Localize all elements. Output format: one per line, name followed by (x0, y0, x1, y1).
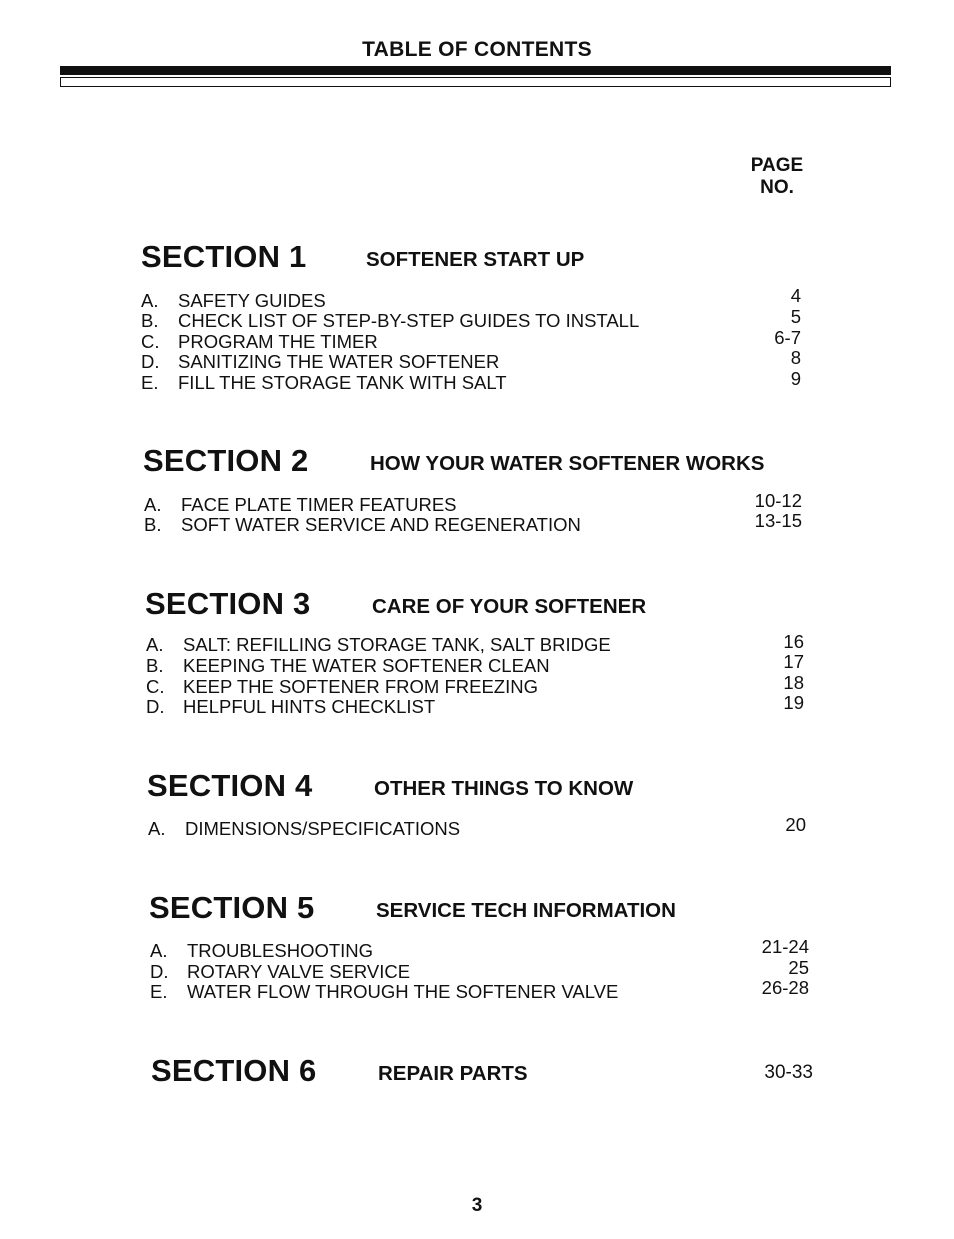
section-label: SECTION 4 (147, 768, 313, 803)
item-letter: A. (146, 634, 164, 655)
item-page: 25 (788, 957, 809, 978)
section-title: SOFTENER START UP (366, 248, 585, 271)
item-text: KEEP THE SOFTENER FROM FREEZING (183, 676, 538, 697)
section-label: SECTION 5 (149, 890, 315, 925)
section-title: REPAIR PARTS (378, 1062, 528, 1085)
item-text: FILL THE STORAGE TANK WITH SALT (178, 372, 507, 393)
item-text: SOFT WATER SERVICE AND REGENERATION (181, 514, 581, 535)
list-item (150, 936, 809, 961)
item-text: KEEPING THE WATER SOFTENER CLEAN (183, 655, 550, 676)
section-label: SECTION 1 (141, 239, 307, 274)
item-text: ROTARY VALVE SERVICE (187, 961, 411, 982)
list-item (146, 651, 804, 676)
item-text: DIMENSIONS/SPECIFICATIONS (185, 818, 461, 839)
item-letter: D. (146, 696, 165, 717)
page-number-column-header (742, 155, 812, 199)
list-item (146, 631, 804, 655)
item-page: 13-15 (754, 510, 802, 531)
list-item (141, 327, 801, 352)
item-page: 6-7 (774, 327, 801, 348)
item-letter: B. (146, 655, 164, 676)
item-text: WATER FLOW THROUGH THE SOFTENER VALVE (187, 981, 619, 1002)
section-title: HOW YOUR WATER SOFTENER WORKS (370, 452, 765, 475)
page-title: TABLE OF CONTENTS (362, 38, 592, 61)
item-page: 17 (783, 651, 804, 672)
list-item (150, 977, 809, 1002)
item-text: SANITIZING THE WATER SOFTENER (178, 351, 500, 372)
list-item (150, 957, 809, 982)
header-rule-box (60, 77, 891, 87)
item-page: 9 (790, 368, 801, 389)
item-page: 16 (783, 631, 804, 652)
item-letter: D. (141, 351, 160, 372)
item-text: HELPFUL HINTS CHECKLIST (183, 696, 436, 717)
item-page: 20 (785, 814, 806, 835)
item-page: 4 (790, 285, 801, 306)
item-letter: E. (141, 372, 159, 393)
item-letter: C. (141, 331, 160, 352)
page-label: PAGE (750, 155, 804, 176)
list-item (148, 814, 806, 839)
list-item (141, 285, 801, 311)
item-text: PROGRAM THE TIMER (178, 331, 378, 352)
item-letter: B. (141, 310, 159, 331)
item-page: 19 (783, 692, 804, 713)
item-page: 21-24 (761, 936, 809, 957)
item-letter: D. (150, 961, 169, 982)
section-title: CARE OF YOUR SOFTENER (372, 595, 647, 618)
item-text: SALT: REFILLING STORAGE TANK, SALT BRIDGE (183, 634, 611, 655)
list-item (144, 510, 802, 535)
no-label: NO. (760, 177, 794, 198)
list-item (141, 306, 801, 331)
section-label: SECTION 6 (151, 1053, 317, 1088)
section-title: SERVICE TECH INFORMATION (376, 899, 676, 922)
section-label: SECTION 3 (145, 586, 311, 621)
item-page: 10-12 (754, 490, 802, 511)
section-title: OTHER THINGS TO KNOW (374, 777, 634, 800)
list-item (146, 672, 804, 697)
item-letter: A. (144, 494, 162, 515)
item-page: 18 (783, 672, 804, 693)
item-letter: B. (144, 514, 162, 535)
item-text: TROUBLESHOOTING (187, 940, 374, 961)
item-letter: E. (150, 981, 168, 1002)
item-letter: A. (141, 290, 159, 311)
item-letter: A. (150, 940, 168, 961)
item-letter: C. (146, 676, 165, 697)
list-item (141, 368, 801, 393)
item-letter: A. (148, 818, 166, 839)
item-page: 8 (790, 347, 801, 368)
list-item (141, 347, 801, 372)
section-label: SECTION 2 (143, 443, 309, 478)
item-page: 26-28 (761, 977, 809, 998)
footer-page-number: 3 (471, 1195, 483, 1216)
section-page: 30-33 (764, 1062, 813, 1083)
item-text: FACE PLATE TIMER FEATURES (181, 494, 457, 515)
header-rule-thick (60, 66, 891, 75)
item-text: CHECK LIST OF STEP-BY-STEP GUIDES TO INSTALL (178, 310, 640, 331)
item-text: SAFETY GUIDES (178, 290, 326, 311)
list-item (144, 490, 802, 515)
item-page: 5 (790, 306, 801, 327)
list-item (146, 692, 804, 717)
